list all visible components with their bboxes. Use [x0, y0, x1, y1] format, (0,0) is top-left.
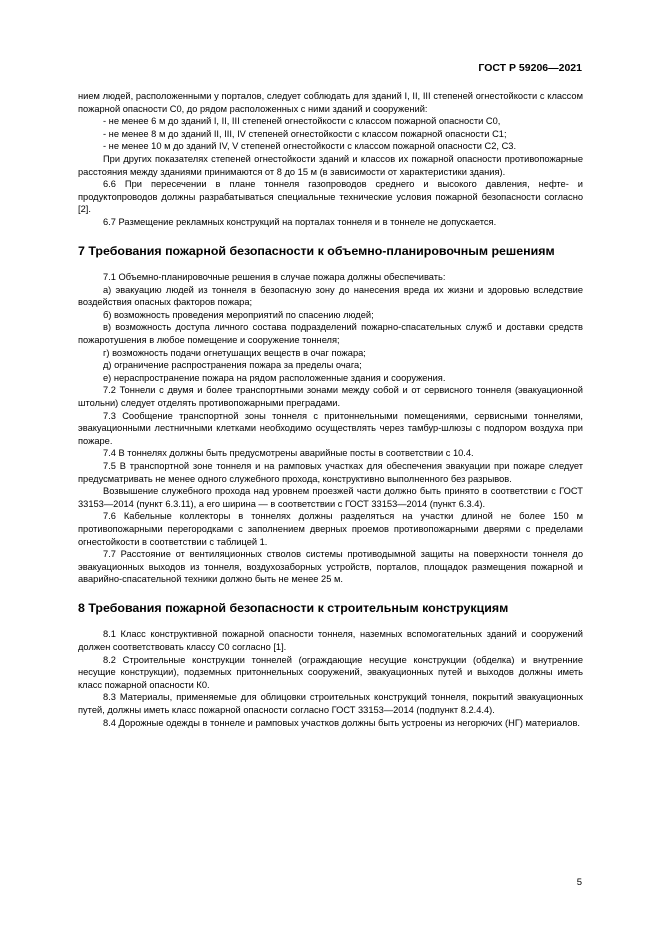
paragraph: 6.6 При пересечении в плане тоннеля газопроводов среднего и высокого давления, нефте- и продуктопроводов должны разрабатываться специальные технические условия пожарной безопасности согласно [2].	[78, 179, 583, 215]
paragraph: 8.4 Дорожные одежды в тоннеле и рамповых участков должны быть устроены из негорючих (НГ) материалов.	[103, 717, 580, 728]
list-item: - не менее 8 м до зданий II, III, IV степеней огнестойкости с классом пожарной опасности С1;	[103, 128, 507, 139]
list-item: б) возможность проведения мероприятий по спасению людей;	[103, 309, 374, 320]
paragraph: 7.6 Кабельные коллекторы в тоннелях должны разделяться на участки длиной не более 150 м противопожарными перегородками с заполнением дверных проемов противопожарными дверями с пределами огнестойкости в соответствии с таблицей 1.	[78, 511, 583, 547]
paragraph: 8.1 Класс конструктивной пожарной опасности тоннеля, наземных вспомогательных зданий и сооружений должен соответствовать классу С0 согласно [1].	[78, 629, 583, 652]
paragraph: 6.7 Размещение рекламных конструкций на порталах тоннеля и в тоннеле не допускается.	[103, 216, 497, 227]
paragraph: При других показателях степеней огнестойкости зданий и классов их пожарной опасности противопожарные расстояния между зданиями принимаются от 8 до 15 м (в зависимости от характеристики здания).	[78, 153, 583, 177]
paragraph: 7.4 В тоннелях должны быть предусмотрены аварийные посты в соответствии с 10.4.	[103, 448, 474, 459]
paragraph: 7.1 Объемно-планировочные решения в случае пожара должны обеспечивать:	[103, 272, 446, 283]
list-item: д) ограничение распространения пожара за пределы очага;	[103, 360, 362, 371]
paragraph: Возвышение служебного прохода над уровнем проезжей части должно быть принято в соответствии с ГОСТ 33153—2014 (пункт 6.3.11), а его ширина — в соответствии с ГОСТ 33153—2014 (пункт 6.3.4).	[78, 486, 583, 509]
paragraph: 7.3 Сообщение транспортной зоны тоннеля с притоннельными помещениями, сервисными тоннелями, эвакуационными лестничными клетками необходимо осуществлять через тамбур-шлюзы с подпором воздуха при пожаре.	[78, 410, 583, 446]
list-item: - не менее 10 м до зданий IV, V степеней огнестойкости с классом пожарной опасности С2, С3.	[103, 141, 517, 152]
section-7-heading: 7 Требования пожарной безопасности к объемно-планировочным решениям	[78, 243, 555, 258]
section-8-heading: 8 Требования пожарной безопасности к строительным конструкциям	[78, 600, 509, 615]
paragraph: 8.3 Материалы, применяемые для облицовки строительных конструкций тоннеля, покрытий эвакуационных путей, должны иметь класс пожарной опасности согласно ГОСТ 33153—2014 (подпункт 8.2.4.4).	[78, 692, 583, 715]
list-item: в) возможность доступа личного состава подразделений пожарно-спасательных служб и доставки средств пожаротушения в любое помещение и сооружение тоннеля;	[78, 322, 583, 345]
list-item: е) нераспространение пожара на рядом расположенные здания и сооружения.	[103, 372, 446, 383]
list-item: - не менее 6 м до зданий I, II, III степеней огнестойкости с классом пожарной опасности С0,	[103, 116, 501, 127]
paragraph: 7.5 В транспортной зоне тоннеля и на рамповых участках для обеспечения эвакуации при пожаре следует предусматривать не менее одного служебного прохода, конструктивно выполненного без разрывов.	[78, 460, 583, 484]
paragraph: 7.7 Расстояние от вентиляционных стволов системы противодымной защиты на поверхности тоннеля до эвакуационных выходов из тоннеля, воздухозаборных устройств, порталов, площадок размещения пожарной и аварийно-спасательной техники должно быть не менее 25 м.	[78, 549, 583, 585]
paragraph: нием людей, расположенными у порталов, следует соблюдать для зданий I, II, III степеней огнестойкости с классом пожарной опасности С0, до рядом расположенных с ними зданий и сооружений:	[78, 91, 583, 114]
list-item: а) эвакуацию людей из тоннеля в безопасную зону до нанесения вреда их жизни и здоровью вследствие воздействия опасных факторов пожара;	[78, 284, 583, 308]
document-body	[78, 90, 583, 729]
paragraph: 8.2 Строительные конструкции тоннелей (ограждающие несущие конструкции (обделка) и внутренние несущие конструкции), подземных притоннельных сооружений, эвакуационных путей и выходов должны иметь класс пожарной опасности К0.	[78, 654, 583, 690]
page-number: 5	[576, 877, 582, 888]
document-header: ГОСТ Р 59206—2021	[478, 62, 582, 74]
paragraph: 7.2 Тоннели с двумя и более транспортными зонами между собой и от сервисного тоннеля (эвакуационной штольни) следует отделять противопожарными преградами.	[78, 385, 583, 408]
list-item: г) возможность подачи огнетушащих веществ в очаг пожара;	[103, 347, 366, 358]
